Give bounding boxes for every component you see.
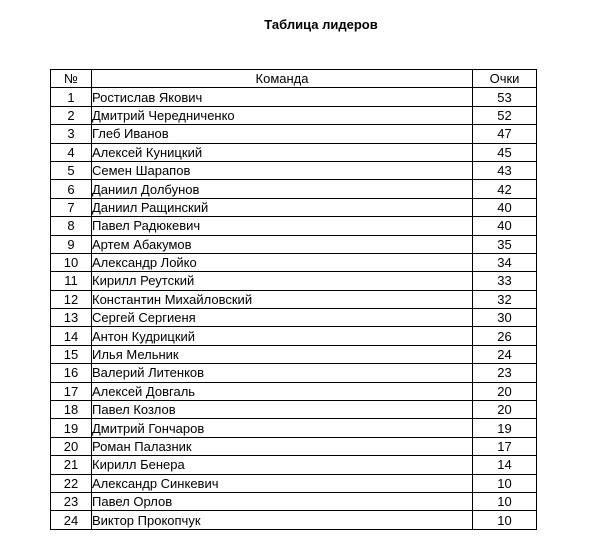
rank-cell: 7 <box>51 198 92 216</box>
rank-cell: 23 <box>51 492 92 510</box>
points-cell: 10 <box>473 492 537 510</box>
points-cell: 53 <box>473 88 537 106</box>
team-name-cell: Алексей Куницкий <box>92 143 473 161</box>
rank-cell: 8 <box>51 217 92 235</box>
table-row <box>51 88 537 106</box>
table-row <box>51 511 537 529</box>
team-name-cell: Кирилл Бенера <box>92 456 473 474</box>
team-name-cell: Виктор Прокопчук <box>92 511 473 529</box>
rank-cell: 11 <box>51 272 92 290</box>
points-cell: 33 <box>473 272 537 290</box>
points-cell: 17 <box>473 437 537 455</box>
points-cell: 40 <box>473 198 537 216</box>
table-row <box>51 327 537 345</box>
table-row <box>51 382 537 400</box>
rank-cell: 10 <box>51 253 92 271</box>
table-row <box>51 492 537 510</box>
table-row <box>51 345 537 363</box>
points-cell: 20 <box>473 382 537 400</box>
rank-cell: 12 <box>51 290 92 308</box>
rank-cell: 15 <box>51 345 92 363</box>
table-row <box>51 290 537 308</box>
team-name-cell: Артем Абакумов <box>92 235 473 253</box>
team-name-cell: Семен Шарапов <box>92 161 473 179</box>
team-name-cell: Даниил Ращинский <box>92 198 473 216</box>
points-cell: 20 <box>473 401 537 419</box>
points-cell: 45 <box>473 143 537 161</box>
points-cell: 24 <box>473 345 537 363</box>
page-title: Таблица лидеров <box>264 17 378 32</box>
team-name-cell: Константин Михайловский <box>92 290 473 308</box>
team-name-cell: Дмитрий Гончаров <box>92 419 473 437</box>
points-cell: 40 <box>473 217 537 235</box>
team-name-cell: Валерий Литенков <box>92 364 473 382</box>
leaderboard-table <box>50 69 537 530</box>
rank-cell: 3 <box>51 125 92 143</box>
rank-cell: 9 <box>51 235 92 253</box>
team-name-cell: Илья Мельник <box>92 345 473 363</box>
team-name-cell: Кирилл Реутский <box>92 272 473 290</box>
table-row <box>51 474 537 492</box>
rank-cell: 14 <box>51 327 92 345</box>
rank-cell: 24 <box>51 511 92 529</box>
team-name-cell: Александр Синкевич <box>92 474 473 492</box>
team-name-cell: Даниил Долбунов <box>92 180 473 198</box>
table-row <box>51 106 537 124</box>
team-name-cell: Павел Орлов <box>92 492 473 510</box>
team-name-cell: Павел Козлов <box>92 401 473 419</box>
team-name-cell: Алексей Довгаль <box>92 382 473 400</box>
points-cell: 10 <box>473 511 537 529</box>
table-row <box>51 309 537 327</box>
leaderboard-body <box>51 88 537 529</box>
table-row <box>51 217 537 235</box>
table-row <box>51 143 537 161</box>
rank-cell: 2 <box>51 106 92 124</box>
team-name-cell: Александр Лойко <box>92 253 473 271</box>
points-cell: 14 <box>473 456 537 474</box>
points-cell: 30 <box>473 309 537 327</box>
points-cell: 26 <box>473 327 537 345</box>
table-row <box>51 253 537 271</box>
table-row <box>51 180 537 198</box>
rank-cell: 16 <box>51 364 92 382</box>
rank-cell: 22 <box>51 474 92 492</box>
rank-cell: 1 <box>51 88 92 106</box>
team-name-cell: Антон Кудрицкий <box>92 327 473 345</box>
points-cell: 47 <box>473 125 537 143</box>
table-row <box>51 125 537 143</box>
rank-cell: 4 <box>51 143 92 161</box>
column-header-number: № <box>51 70 92 88</box>
column-header-team: Команда <box>92 70 473 88</box>
points-cell: 23 <box>473 364 537 382</box>
table-row <box>51 419 537 437</box>
table-row <box>51 456 537 474</box>
rank-cell: 13 <box>51 309 92 327</box>
points-cell: 43 <box>473 161 537 179</box>
points-cell: 34 <box>473 253 537 271</box>
team-name-cell: Павел Радюкевич <box>92 217 473 235</box>
points-cell: 19 <box>473 419 537 437</box>
team-name-cell: Роман Палазник <box>92 437 473 455</box>
team-name-cell: Сергей Сергиеня <box>92 309 473 327</box>
points-cell: 52 <box>473 106 537 124</box>
points-cell: 42 <box>473 180 537 198</box>
table-row <box>51 437 537 455</box>
team-name-cell: Ростислав Якович <box>92 88 473 106</box>
table-row <box>51 235 537 253</box>
rank-cell: 21 <box>51 456 92 474</box>
table-row <box>51 198 537 216</box>
team-name-cell: Глеб Иванов <box>92 125 473 143</box>
rank-cell: 5 <box>51 161 92 179</box>
rank-cell: 20 <box>51 437 92 455</box>
rank-cell: 17 <box>51 382 92 400</box>
column-header-points: Очки <box>473 70 537 88</box>
team-name-cell: Дмитрий Чередниченко <box>92 106 473 124</box>
table-row <box>51 161 537 179</box>
header-row <box>51 70 537 88</box>
points-cell: 10 <box>473 474 537 492</box>
table-row <box>51 272 537 290</box>
rank-cell: 6 <box>51 180 92 198</box>
rank-cell: 18 <box>51 401 92 419</box>
table-row <box>51 401 537 419</box>
table-row <box>51 364 537 382</box>
points-cell: 32 <box>473 290 537 308</box>
points-cell: 35 <box>473 235 537 253</box>
rank-cell: 19 <box>51 419 92 437</box>
